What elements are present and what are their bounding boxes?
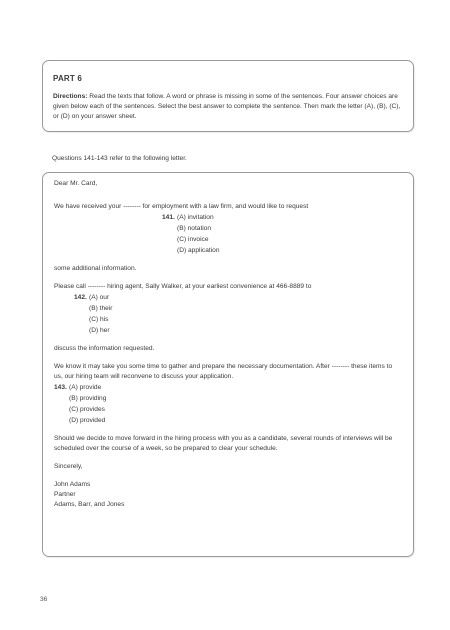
letter-paragraph-1-continued: some additional information. — [54, 265, 137, 272]
answer-option[interactable]: (C) invoice — [177, 236, 209, 243]
answer-option[interactable]: (C) provides — [69, 406, 105, 413]
answer-option[interactable]: (D) provided — [69, 417, 106, 424]
letter-salutation: Dear Mr. Card, — [54, 180, 98, 187]
questions-intro: Questions 141-143 refer to the following letter. — [52, 155, 187, 162]
answer-option[interactable]: (D) her — [89, 327, 110, 334]
answer-option[interactable]: (A) our — [89, 294, 110, 301]
letter-closing: Sincerely, — [54, 463, 83, 470]
answer-option[interactable]: (B) their — [89, 305, 113, 312]
part-title: PART 6 — [53, 74, 83, 83]
signature-title: Partner — [54, 491, 76, 498]
answer-option[interactable]: (B) notation — [177, 225, 212, 232]
directions-box — [42, 60, 414, 132]
question-number: 143. — [54, 384, 67, 391]
letter-paragraph-1: We have received your -------- for employment with a law firm, and would like to request — [54, 203, 309, 210]
letter-paragraph-2-continued: discuss the information requested. — [54, 345, 155, 352]
directions-text — [53, 92, 403, 122]
directions-body: Read the texts that follow. A word or phrase is missing in some of the sentences. Four answer choices are given below each of the sentences. Select the best answer to complete the sentence. Then mark the letter (A), (B), (C), or (D) on your answer sheet. — [53, 93, 401, 120]
directions-label: Directions: — [53, 93, 88, 100]
question-143-options — [54, 382, 402, 426]
page-number: 36 — [40, 596, 48, 603]
letter-paragraph-2: Please call -------- hiring agent, Sally Walker, at your earliest convenience at 466-8889 to — [54, 283, 312, 290]
answer-option[interactable]: (A) provide — [69, 384, 102, 391]
answer-option[interactable]: (A) invitation — [177, 214, 214, 221]
question-number: 141. — [162, 214, 175, 221]
question-141-options — [162, 212, 402, 256]
letter-paragraph-3: We know it may take you some time to gather and prepare the necessary documentation. After -------- these items to us, our hiring team will reconvene to discuss your application. — [54, 363, 393, 380]
signature-company: Adams, Barr, and Jones — [54, 501, 125, 508]
letter-box — [42, 172, 414, 557]
answer-option[interactable]: (C) his — [89, 316, 109, 323]
question-142-options — [74, 292, 402, 336]
answer-option[interactable]: (D) application — [177, 247, 220, 254]
signature-name: John Adams — [54, 481, 91, 488]
answer-option[interactable]: (B) providing — [69, 395, 107, 402]
letter-paragraph-4: Should we decide to move forward in the hiring process with you as a candidate, several rounds of interviews will be scheduled over the course of a week, so be prepared to clear your schedule. — [54, 435, 393, 452]
question-number: 142. — [74, 294, 87, 301]
